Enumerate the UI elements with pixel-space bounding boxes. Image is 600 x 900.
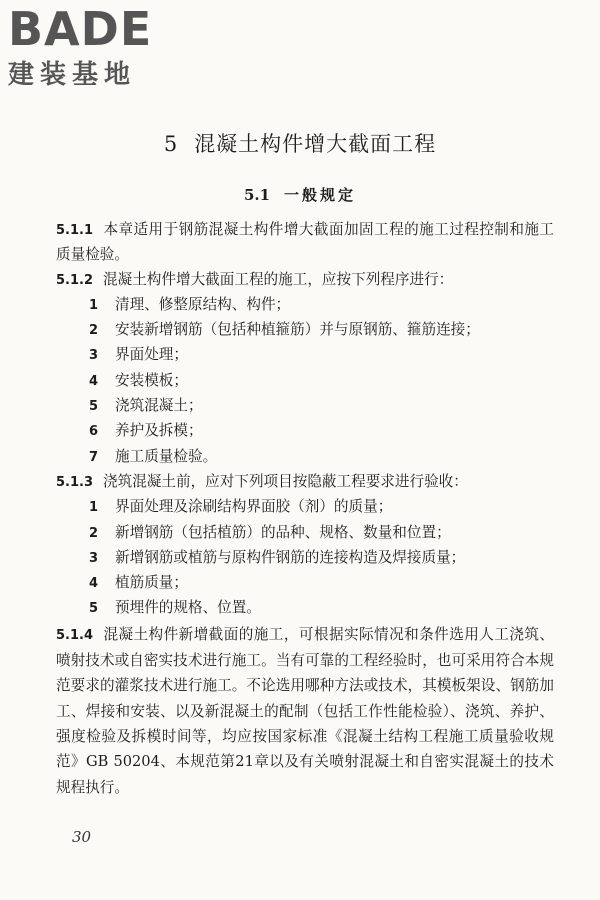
list-item: [56, 369, 554, 394]
item-number: 1: [89, 500, 99, 516]
logo-wordmark: BADE: [8, 2, 153, 56]
item-number: 5: [89, 601, 99, 617]
item-text: 安装模板；: [115, 371, 188, 389]
item-number: 2: [89, 525, 99, 541]
item-number: 3: [89, 348, 99, 364]
clause-number: 5.1.4: [56, 627, 94, 643]
clause-text: 混凝土构件增大截面工程的施工，应按下列程序进行：: [103, 270, 454, 288]
item-number: 1: [89, 297, 99, 313]
clause-text: 浇筑混凝土前，应对下列项目按隐蔽工程要求进行验收：: [103, 472, 468, 490]
page-number: 30: [72, 828, 92, 846]
clause-number: 5.1.1: [56, 223, 94, 238]
list-item: [56, 293, 554, 318]
clause-text: 本章适用于钢筋混凝土构件增大截面加固工程的施工过程控制和施工质量检验。: [56, 221, 554, 264]
item-text: 清理、修整原结构、构件；: [115, 295, 291, 313]
item-number: 4: [89, 373, 99, 389]
chapter-number: 5: [163, 132, 179, 156]
item-text: 界面处理；: [115, 346, 188, 364]
list-item: [56, 521, 554, 546]
list-item: [56, 445, 554, 470]
item-text: 浇筑混凝土；: [115, 397, 203, 415]
item-number: 3: [89, 550, 99, 566]
clause-number: 5.1.3: [56, 474, 94, 490]
item-text: 施工质量检验。: [115, 447, 218, 465]
item-text: 安装新增钢筋（包括种植箍筋）并与原钢筋、箍筋连接；: [115, 321, 480, 339]
clause-number: 5.1.2: [56, 272, 94, 288]
item-text: 预埋件的规格、位置。: [115, 599, 261, 617]
item-number: 2: [89, 323, 99, 339]
logo-subtitle: 建装基地: [8, 60, 137, 90]
item-text: 植筋质量；: [115, 574, 188, 592]
logo: [8, 2, 178, 91]
item-number: 7: [89, 449, 99, 465]
item-number: 4: [89, 576, 99, 592]
list-item: [56, 343, 554, 368]
item-text: 养护及拆模；: [115, 422, 203, 440]
item-number: 6: [89, 424, 99, 440]
item-text: 新增钢筋或植筋与原构件钢筋的连接构造及焊接质量；: [115, 548, 466, 566]
section-title-text: 一般规定: [284, 186, 357, 204]
list-item: [56, 546, 554, 571]
list-item: [56, 318, 554, 343]
clause-5-1-1: [56, 218, 554, 268]
chapter-title-text: 混凝土构件增大截面工程: [194, 132, 437, 156]
list-item: [56, 495, 554, 520]
section-number: 5.1: [243, 186, 271, 204]
document-body: [56, 218, 554, 800]
list-item: [56, 596, 554, 621]
item-text: 新增钢筋（包括植筋）的品种、规格、数量和位置；: [115, 523, 451, 541]
list-item: [56, 571, 554, 596]
list-item: [56, 394, 554, 419]
list-item: [56, 419, 554, 444]
item-text: 界面处理及涂刷结构界面胶（剂）的质量；: [115, 498, 393, 516]
section-title: [0, 184, 600, 205]
clause-text: 混凝土构件新增截面的施工，可根据实际情况和条件选用人工浇筑、喷射技术或自密实技术进行施工。当有可靠的工程经验时，也可采用符合本规范要求的灌浆技术进行施工。不论选用哪种方法或技术，其模板架设、钢筋加工、焊接和安装、以及新混凝土的配制（包括工作性能检验）、浇筑、养护、强度检验及拆模时间等，均应按国家标准《混凝土结构工程施工质量验收规范》GB 50204、本规范第21章以及有关喷射混凝土和自密实混凝土的技术规程执行。: [56, 625, 554, 796]
clause-5-1-4: [56, 622, 554, 800]
chapter-title: [0, 128, 600, 158]
clause-5-1-3: [56, 470, 554, 495]
clause-5-1-2: [56, 268, 554, 293]
item-number: 5: [89, 399, 99, 415]
